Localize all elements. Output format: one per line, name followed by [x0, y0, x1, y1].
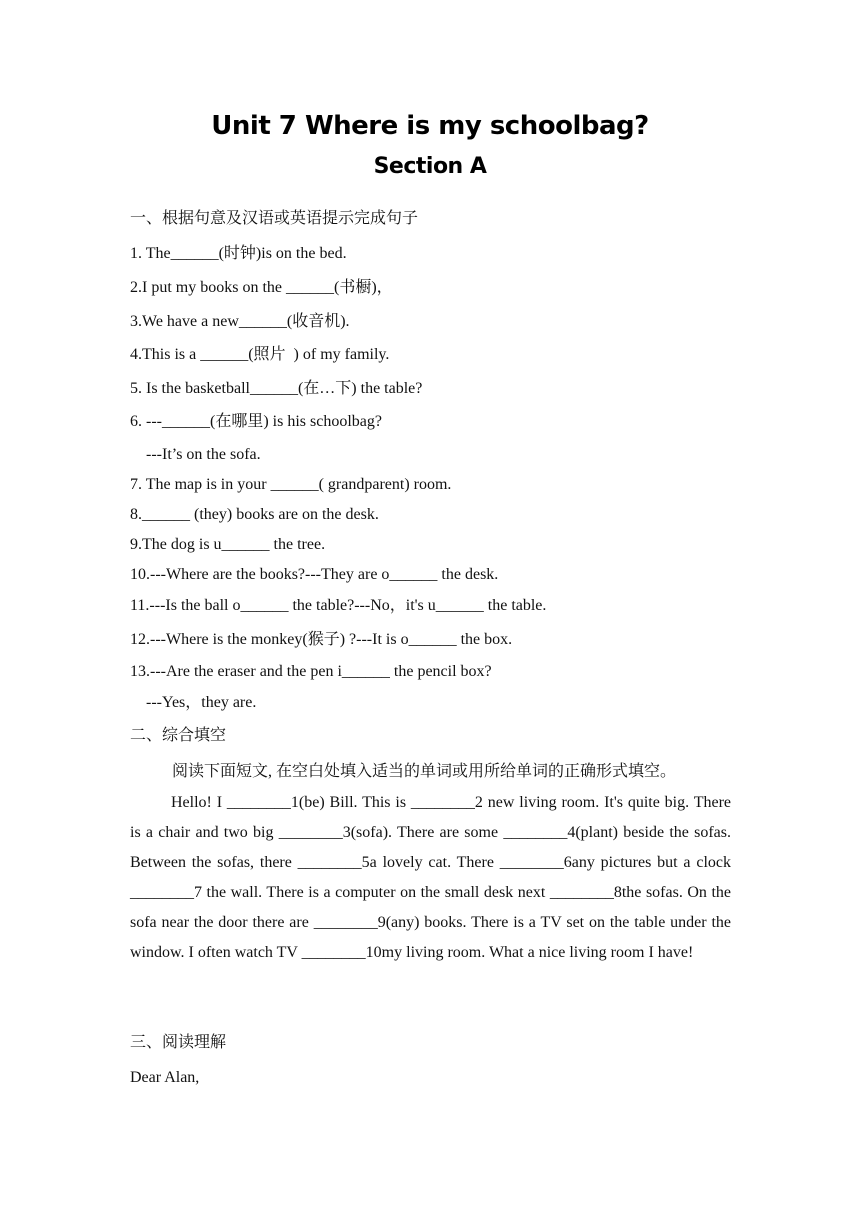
section3-heading: 三、阅读理解	[130, 1034, 227, 1051]
page-subtitle: Section A	[373, 154, 487, 179]
exercise-item: 11.---Is the ball o______ the table?---No，it's u______ the table.	[130, 597, 547, 614]
exercise-item: 6. ---______(在哪里) is his schoolbag?	[130, 413, 382, 430]
exercise-item: ---It’s on the sofa.	[130, 446, 261, 463]
exercise-item: 12.---Where is the monkey(猴子) ?---It is o______ the box.	[130, 631, 513, 648]
section1-heading: 一、根据句意及汉语或英语提示完成句子	[130, 210, 419, 227]
exercise-item: 1. The______(时钟)is on the bed.	[130, 245, 347, 262]
page-title: Unit 7 Where is my schoolbag?	[211, 111, 649, 141]
exercise-item: 3.We have a new______(收音机).	[130, 313, 350, 330]
exercise-item: 9.The dog is u______ the tree.	[130, 536, 326, 553]
exercise-item: 7. The map is in your ______( grandparent) room.	[130, 476, 452, 493]
section2-instruction: 阅读下面短文, 在空白处填入适当的单词或用所给单词的正确形式填空。	[172, 763, 677, 780]
exercise-item: 2.I put my books on the ______(书橱)，	[130, 279, 393, 296]
exercise-item: ---Yes，they are.	[130, 694, 257, 711]
exercise-item: 13.---Are the eraser and the pen i______ the pencil box?	[130, 663, 492, 680]
exercise-item: 10.---Where are the books?---They are o______ the desk.	[130, 566, 499, 583]
exercise-item: 5. Is the basketball______(在…下) the table?	[130, 380, 423, 397]
cloze-passage: Hello! I ________1(be) Bill. This is ________2 new living room. It's quite big. There is a chair and two big ________3(sofa). There are some ________4(plant) beside the sofas. Between the sofas, there ________5a lovely cat. There ________6any pictures but a clock ________7 the wall. There is a computer on the small desk next ________8the sofas. On the sofa near the door there are ________9(any) books. There is a TV set on the table under the window. I often watch TV ________10my living room. What a nice living room I have!	[130, 794, 731, 961]
exercise-item: 8.______ (they) books are on the desk.	[130, 506, 379, 523]
letter-greeting: Dear Alan,	[130, 1069, 200, 1086]
section2-heading: 二、综合填空	[130, 727, 227, 744]
exercise-item: 4.This is a ______(照片 ) of my family.	[130, 346, 390, 363]
